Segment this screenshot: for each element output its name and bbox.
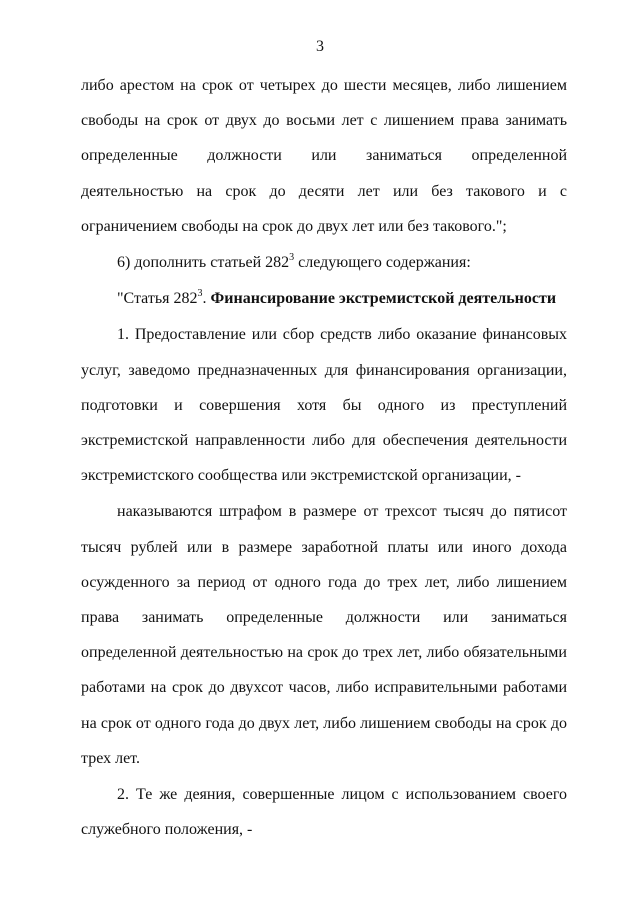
article-title: Финансирование экстремистской деятельности — [210, 290, 557, 308]
article-heading-dot: . — [202, 290, 211, 308]
document-body — [81, 68, 567, 847]
article-heading-superscript: 3 — [197, 287, 203, 299]
paragraph-part-2: 2. Те же деяния, совершенные лицом с использованием своего служебного положения, - — [81, 786, 567, 839]
paragraph-amendment-item — [81, 245, 567, 280]
page-number: 3 — [316, 38, 324, 55]
paragraph-punishment: наказываются штрафом в размере от трехсот тысяч до пятисот тысяч рублей или в размере заработной платы или иного дохода осужденного за период от одного года до трех лет, либо лишением права занимать определенные должности или заниматься определенной деятельностью на срок до трех лет, либо обязательными работами на срок до двухсот часов, либо исправительными работами на срок от одного года до двух лет, либо лишением свободы на срок до трех лет. — [81, 503, 567, 767]
amendment-text-end: следующего содержания: — [294, 254, 471, 272]
article-number: "Статья 282 — [117, 290, 198, 308]
article-heading — [81, 281, 567, 316]
amendment-text: 6) дополнить статьей 282 — [117, 254, 290, 272]
paragraph-continuation: либо арестом на срок от четырех до шести месяцев, либо лишением свободы на срок от двух до восьми лет с лишением права занимать определенные должности или заниматься определенной деятельностью на срок до десяти лет или без такового и с ограничением свободы на срок до двух лет или без такового."; — [81, 77, 567, 235]
article-superscript: 3 — [289, 251, 295, 263]
paragraph-part-1: 1. Предоставление или сбор средств либо оказание финансовых услуг, заведомо предназначенных для финансирования организации, подготовки и совершения хотя бы одного из преступлений экстремистской направленности либо для обеспечения деятельности экстремистского сообщества или экстремистской организации, - — [81, 326, 567, 485]
